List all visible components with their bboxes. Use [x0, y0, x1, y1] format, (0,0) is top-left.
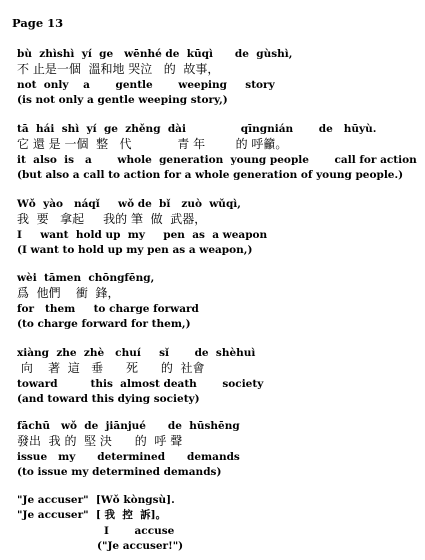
- stanza-1-chinese: 不 止是一個 溫和地 哭泣 的 故事，: [17, 62, 220, 76]
- stanza-3-pinyin: Wǒ yào náqǐ wǒ de bǐ zuò wǔqì,: [17, 198, 241, 210]
- closing-line-2: "Je accuser" [ 我 控 訴]。: [17, 509, 167, 521]
- stanza-4-gloss: for them to charge forward: [17, 303, 199, 315]
- stanza-6-pinyin: fāchū wǒ de jiānjué de hūshēng: [17, 420, 240, 432]
- stanza-5-chinese: 向 著 這 垂 死 的 社會: [17, 361, 205, 375]
- stanza-1-gloss: not only a gentle weeping story: [17, 79, 275, 91]
- stanza-5-translation: (and toward this dying society): [17, 393, 200, 405]
- stanza-6-chinese: 發出 我 的 堅 決 的 呼 聲: [17, 434, 183, 448]
- stanza-5-gloss: toward this almost death society: [17, 378, 264, 390]
- stanza-4-translation: (to charge forward for them,): [17, 318, 191, 330]
- stanza-2-gloss: it also is a whole generation young people call for action: [17, 154, 417, 166]
- stanza-2-pinyin: tā hái shì yí ge zhěng dài qīngnián de hūyù.: [17, 123, 377, 135]
- stanza-3-chinese: 我 要 拿起 我的 筆 做 武器，: [17, 212, 207, 226]
- stanza-2-chinese: 它 還 是 一個 整 代 青 年 的 呼籲。: [17, 137, 288, 151]
- closing-line-3: I accuse: [104, 525, 175, 537]
- stanza-6-gloss: issue my determined demands: [17, 451, 240, 463]
- stanza-2-translation: (but also a call to action for a whole generation of young people.): [17, 169, 404, 181]
- stanza-1-pinyin: bù zhìshì yí ge wēnhé de kūqì de gùshì,: [17, 48, 293, 60]
- stanza-5-pinyin: xiàng zhe zhè chuí sǐ de shèhuì: [17, 347, 256, 359]
- stanza-6-translation: (to issue my determined demands): [17, 466, 222, 478]
- stanza-1-translation: (is not only a gentle weeping story,): [17, 94, 228, 106]
- closing-line-4: ("Je accuser!"): [97, 540, 184, 552]
- stanza-4-chinese: 爲 他們 衝 鋒，: [17, 286, 120, 300]
- stanza-3-gloss: I want hold up my pen as a weapon: [17, 229, 268, 241]
- closing-line-1: "Je accuser" [Wǒ kòngsù].: [17, 494, 175, 506]
- stanza-4-pinyin: wèi tāmen chōngfēng,: [17, 272, 155, 284]
- stanza-3-translation: (I want to hold up my pen as a weapon,): [17, 244, 253, 256]
- page-title: Page 13: [12, 16, 64, 30]
